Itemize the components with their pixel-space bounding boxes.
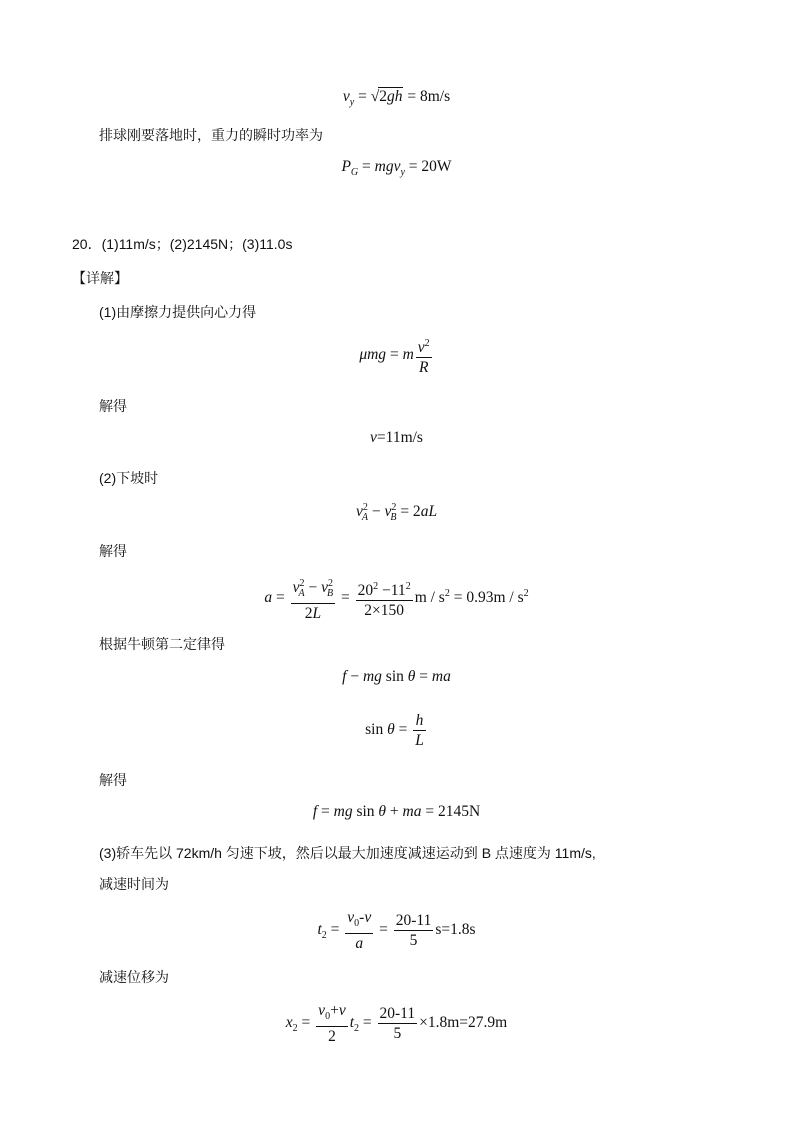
formula-decel-time: $t_2$ = $\frac{v_0-v}{a}$ = $\frac{20-11}{5}$ s=1.8s	[317, 909, 476, 953]
solve-label-1: 解得	[99, 398, 127, 414]
formula-kinematic: $v^2_A - v^2_B = 2aL$	[355, 502, 438, 524]
answer-summary: (1)11m/s；(2)2145N；(3)11.0s	[101, 236, 293, 252]
part1-intro: (1)由摩擦力提供向心力得	[99, 304, 257, 320]
part2-intro: (2)下坡时	[99, 470, 159, 486]
decel-disp-label: 减速位移为	[99, 969, 169, 985]
formula-newton: f − mg sin θ = ma	[342, 668, 451, 685]
decel-time-label: 减速时间为	[99, 876, 169, 892]
formula-acceleration: a = $\frac{v^2_A - v^2_B}{2L}$ = $\frac{20^2 -11^2}{2\times 150}$ $m / s^2 = 0.93m / s^2$	[0, 574, 793, 623]
formula-vy: $v_y = √2gh = 8m/s$	[342, 88, 451, 109]
formula-centripetal: μmg = m $\frac{v^2}{R}$	[0, 334, 793, 377]
formula-decel-displacement: $x_2$ = $\frac{v_0+v}{2}$ $t_2$ = $\frac{20-11}{5}$ ×1.8m=27.9m	[285, 1002, 508, 1046]
detail-label: 【详解】	[72, 270, 128, 286]
formula-friction: f = mg sin θ + ma = 2145N	[312, 803, 481, 820]
v-result-value: =11m/s	[376, 429, 423, 446]
problem-20-header	[72, 234, 292, 254]
part3-intro: (3)轿车先以 72km/h 匀速下坡，然后以最大加速度减速运动到 B 点速度为 11m/s,	[99, 845, 596, 861]
text-instant-power: 排球刚要落地时，重力的瞬时功率为	[99, 127, 323, 143]
newton-intro: 根据牛顿第二定律得	[99, 636, 225, 652]
formula-power: $P_G = mgv_y = 20W$	[341, 158, 452, 179]
formula-sin-theta: sin θ = $\frac{h}{L}$	[365, 712, 424, 749]
solve-label-3: 解得	[99, 772, 127, 788]
solve-label-2: 解得	[99, 543, 127, 559]
problem-number: 20．	[72, 236, 102, 252]
formula-v-result: v=11m/s	[370, 429, 423, 446]
